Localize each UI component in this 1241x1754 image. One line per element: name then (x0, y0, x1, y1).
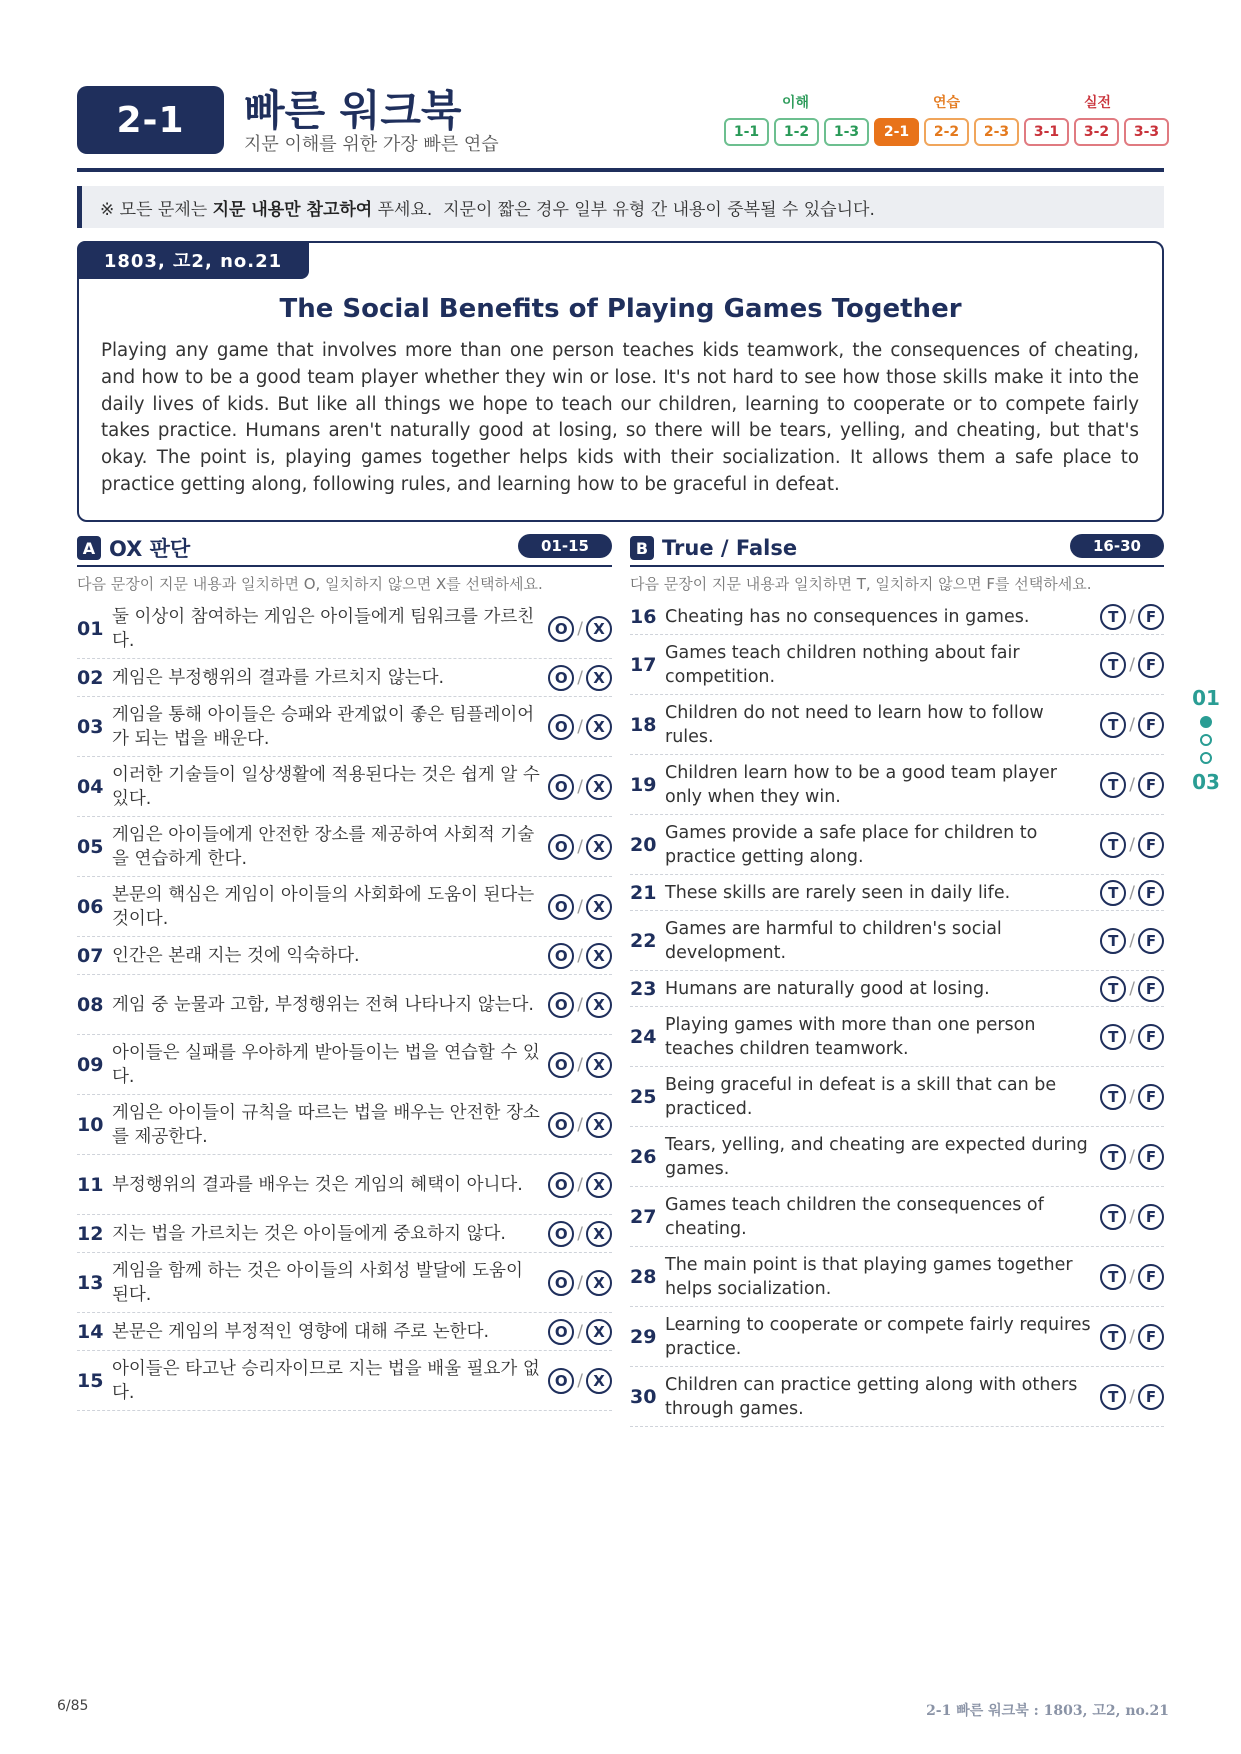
answer-choices (1100, 1204, 1164, 1230)
answer-choices (1100, 1384, 1164, 1410)
answer-option-o[interactable]: O (548, 943, 574, 969)
question-number: 29 (630, 1325, 657, 1348)
question-text: 이러한 기술들이 일상생활에 적용된다는 것은 쉽게 알 수 있다. (112, 764, 540, 809)
answer-choices (548, 992, 612, 1018)
option-separator: / (577, 836, 583, 857)
level-button-1-3[interactable]: 1-3 (824, 118, 869, 146)
level-label-real: 실전 (1084, 95, 1112, 111)
answer-option-f[interactable]: F (1138, 1024, 1164, 1050)
option-separator: / (1129, 1266, 1135, 1287)
question-number: 19 (630, 773, 657, 796)
option-separator: / (577, 1114, 583, 1135)
question-number: 16 (630, 605, 657, 628)
question-number: 02 (77, 666, 104, 689)
question-row (77, 1313, 612, 1351)
question-number: 30 (630, 1385, 657, 1408)
question-row (630, 1067, 1164, 1127)
section-b-range: 16-30 (1070, 534, 1164, 558)
answer-choices (548, 1368, 612, 1394)
answer-option-x[interactable]: X (586, 665, 612, 691)
section-b-header (630, 533, 797, 563)
question-text: The main point is that playing games together helps socialization. (665, 1254, 1073, 1299)
answer-option-o[interactable]: O (548, 714, 574, 740)
question-row (630, 635, 1164, 695)
answer-choices (548, 834, 612, 860)
question-row (630, 911, 1164, 971)
option-separator: / (1129, 1206, 1135, 1227)
page-title: 빠른 워크북 (244, 86, 462, 135)
answer-option-x[interactable]: X (586, 774, 612, 800)
question-number: 18 (630, 713, 657, 736)
option-separator: / (577, 1272, 583, 1293)
question-row (77, 1155, 612, 1215)
rail-dot-3[interactable] (1200, 752, 1212, 764)
passage-body: Playing any game that involves more than one person teaches kids teamwork, the consequences of cheating, and how to be a good team player whether they win or lose. It's not hard to see how those skills make it into the daily lives of kids. But like all things we hope to teach our children, learning to cooperate or to compete fairly takes practice. Humans aren't naturally good at losing, so there will be tears, yelling, and cheating, but that's okay. The point is, playing games together helps kids with their socialization. It allows them a safe place to practice getting along, following rules, and learning how to be graceful in defeat. (101, 340, 1139, 495)
answer-option-o[interactable]: O (548, 774, 574, 800)
answer-option-f[interactable]: F (1138, 1264, 1164, 1290)
question-row (630, 1307, 1164, 1367)
question-text: Cheating has no consequences in games. (665, 606, 1030, 627)
question-row (77, 599, 612, 659)
answer-option-o[interactable]: O (548, 1172, 574, 1198)
answer-option-o[interactable]: O (548, 1221, 574, 1247)
section-b-badge: B (630, 536, 654, 560)
page-number: 6/85 (57, 1698, 89, 1714)
question-number: 13 (77, 1271, 104, 1294)
rail-dot-1[interactable] (1200, 716, 1212, 728)
answer-choices (548, 1112, 612, 1138)
question-row (630, 755, 1164, 815)
answer-choices (548, 774, 612, 800)
option-separator: / (577, 1370, 583, 1391)
answer-option-t[interactable]: T (1100, 1324, 1126, 1350)
question-row (77, 817, 612, 877)
answer-option-o[interactable]: O (548, 894, 574, 920)
answer-option-x[interactable]: X (586, 714, 612, 740)
answer-choices (548, 1221, 612, 1247)
answer-option-f[interactable]: F (1138, 928, 1164, 954)
section-b-title: True / False (662, 536, 798, 560)
question-number: 22 (630, 929, 657, 952)
answer-option-x[interactable]: X (586, 992, 612, 1018)
option-separator: / (1129, 714, 1135, 735)
answer-option-f[interactable]: F (1138, 976, 1164, 1002)
notice-emphasis: 지문 내용만 참고하여 (212, 199, 373, 220)
question-text: 본문은 게임의 부정적인 영향에 대해 주로 논한다. (112, 1321, 490, 1342)
answer-choices (1100, 772, 1164, 798)
question-number: 23 (630, 977, 657, 1000)
question-row (77, 1351, 612, 1411)
page-subtitle: 지문 이해를 위한 가장 빠른 연습 (244, 134, 499, 155)
level-button-2-3[interactable]: 2-3 (974, 118, 1019, 146)
level-label-understand: 이해 (782, 95, 810, 111)
answer-choices (1100, 1024, 1164, 1050)
answer-option-t[interactable]: T (1100, 604, 1126, 630)
question-number: 01 (77, 617, 104, 640)
option-separator: / (1129, 882, 1135, 903)
answer-option-f[interactable]: F (1138, 604, 1164, 630)
answer-option-t[interactable]: T (1100, 1264, 1126, 1290)
answer-option-x[interactable]: X (586, 1172, 612, 1198)
level-button-2-2[interactable]: 2-2 (924, 118, 969, 146)
option-separator: / (577, 1321, 583, 1342)
option-separator: / (1129, 774, 1135, 795)
question-text: Tears, yelling, and cheating are expected during games. (665, 1134, 1088, 1179)
answer-choices (1100, 976, 1164, 1002)
option-separator: / (577, 618, 583, 639)
question-text: 지는 법을 가르치는 것은 아이들에게 중요하지 않다. (112, 1223, 506, 1244)
answer-option-t[interactable]: T (1100, 1384, 1126, 1410)
question-row (630, 875, 1164, 911)
notice-prefix: ※ 모든 문제는 (100, 199, 213, 220)
level-button-3-1[interactable]: 3-1 (1024, 118, 1069, 146)
footer-reference: 2-1 빠른 워크북 : 1803, 고2, no.21 (926, 1703, 1169, 1719)
answer-choices (548, 616, 612, 642)
answer-choices (548, 665, 612, 691)
question-number: 04 (77, 775, 104, 798)
question-row (630, 1007, 1164, 1067)
question-row (630, 695, 1164, 755)
level-button-3-3[interactable]: 3-3 (1124, 118, 1169, 146)
section-a-title: OX 판단 (109, 537, 191, 561)
workbook-code-badge: 2-1 (77, 86, 224, 154)
question-number: 25 (630, 1085, 657, 1108)
level-button-1-1[interactable]: 1-1 (724, 118, 769, 146)
question-number: 20 (630, 833, 657, 856)
answer-option-t[interactable]: T (1100, 880, 1126, 906)
section-b-instruction: 다음 문장이 지문 내용과 일치하면 T, 일치하지 않으면 F를 선택하세요. (630, 575, 1092, 593)
question-text: 부정행위의 결과를 배우는 것은 게임의 혜택이 아니다. (112, 1174, 523, 1195)
answer-choices (1100, 1324, 1164, 1350)
answer-option-o[interactable]: O (548, 1270, 574, 1296)
question-text: These skills are rarely seen in daily life. (665, 882, 1011, 903)
question-text: 아이들은 실패를 우아하게 받아들이는 법을 연습할 수 있다. (112, 1042, 540, 1087)
question-text: Learning to cooperate or compete fairly requires practice. (665, 1314, 1091, 1359)
answer-option-f[interactable]: F (1138, 1144, 1164, 1170)
answer-option-o[interactable]: O (548, 665, 574, 691)
question-number: 09 (77, 1053, 104, 1076)
passage-title: The Social Benefits of Playing Games Together (279, 294, 962, 324)
question-row (77, 937, 612, 975)
question-row (77, 1035, 612, 1095)
question-number: 08 (77, 993, 104, 1016)
question-number: 06 (77, 895, 104, 918)
question-text: Children learn how to be a good team player only when they win. (665, 762, 1057, 807)
question-text: 게임 중 눈물과 고함, 부정행위는 전혀 나타나지 않는다. (112, 994, 534, 1015)
answer-option-f[interactable]: F (1138, 1324, 1164, 1350)
question-row (630, 1127, 1164, 1187)
page-progress-rail (1186, 686, 1226, 794)
question-row (77, 659, 612, 697)
section-a-instruction: 다음 문장이 지문 내용과 일치하면 O, 일치하지 않으면 X를 선택하세요. (77, 575, 543, 593)
question-row (77, 697, 612, 757)
answer-option-x[interactable]: X (586, 894, 612, 920)
question-text: 본문의 핵심은 게임이 아이들의 사회화에 도움이 된다는 것이다. (112, 884, 535, 929)
answer-option-x[interactable]: X (586, 834, 612, 860)
option-separator: / (1129, 834, 1135, 855)
option-separator: / (577, 994, 583, 1015)
question-number: 12 (77, 1222, 104, 1245)
question-number: 14 (77, 1320, 104, 1343)
notice-banner (77, 186, 1164, 228)
option-separator: / (1129, 606, 1135, 627)
answer-choices (1100, 1144, 1164, 1170)
rail-start-number: 01 (1192, 686, 1220, 710)
answer-choices (1100, 712, 1164, 738)
question-number: 17 (630, 653, 657, 676)
option-separator: / (1129, 1026, 1135, 1047)
answer-option-x[interactable]: X (586, 1270, 612, 1296)
answer-option-o[interactable]: O (548, 1052, 574, 1078)
answer-choices (1100, 1084, 1164, 1110)
answer-option-f[interactable]: F (1138, 712, 1164, 738)
option-separator: / (577, 896, 583, 917)
level-button-3-2[interactable]: 3-2 (1074, 118, 1119, 146)
question-number: 05 (77, 835, 104, 858)
answer-choices (1100, 880, 1164, 906)
answer-option-o[interactable]: O (548, 1368, 574, 1394)
option-separator: / (1129, 1086, 1135, 1107)
answer-choices (548, 714, 612, 740)
question-row (630, 1247, 1164, 1307)
question-row (630, 971, 1164, 1007)
option-separator: / (577, 1174, 583, 1195)
answer-option-o[interactable]: O (548, 992, 574, 1018)
answer-choices (548, 1172, 612, 1198)
question-text: Playing games with more than one person teaches children teamwork. (665, 1014, 1036, 1059)
answer-choices (548, 1052, 612, 1078)
answer-choices (548, 894, 612, 920)
answer-option-f[interactable]: F (1138, 652, 1164, 678)
option-separator: / (1129, 1386, 1135, 1407)
answer-option-x[interactable]: X (586, 1052, 612, 1078)
question-text: 인간은 본래 지는 것에 익숙하다. (112, 945, 360, 966)
header-divider (77, 168, 1164, 172)
answer-option-t[interactable]: T (1100, 1024, 1126, 1050)
answer-option-t[interactable]: T (1100, 976, 1126, 1002)
option-separator: / (577, 1223, 583, 1244)
answer-choices (1100, 928, 1164, 954)
question-number: 07 (77, 944, 104, 967)
option-separator: / (577, 1054, 583, 1075)
question-row (630, 599, 1164, 635)
answer-choices (1100, 1264, 1164, 1290)
option-separator: / (577, 945, 583, 966)
question-text: 둘 이상이 참여하는 게임은 아이들에게 팀워크를 가르친다. (112, 606, 535, 651)
answer-option-o[interactable]: O (548, 834, 574, 860)
option-separator: / (1129, 978, 1135, 999)
section-a-range: 01-15 (518, 534, 612, 558)
rail-dot-2[interactable] (1200, 734, 1212, 746)
question-text: Being graceful in defeat is a skill that can be practiced. (665, 1074, 1057, 1119)
question-row (77, 1253, 612, 1313)
section-a-header (77, 533, 190, 563)
question-text: Children do not need to learn how to follow rules. (665, 702, 1044, 747)
answer-option-x[interactable]: X (586, 1221, 612, 1247)
question-text: Games teach children the consequences of cheating. (665, 1194, 1044, 1239)
answer-option-f[interactable]: F (1138, 772, 1164, 798)
question-row (77, 877, 612, 937)
question-text: 게임은 아이들에게 안전한 장소를 제공하여 사회적 기술을 연습하게 한다. (112, 824, 535, 869)
section-b-divider (630, 565, 1164, 567)
answer-option-f[interactable]: F (1138, 832, 1164, 858)
question-number: 03 (77, 715, 104, 738)
answer-option-o[interactable]: O (548, 1319, 574, 1345)
answer-option-t[interactable]: T (1100, 1144, 1126, 1170)
question-row (630, 815, 1164, 875)
answer-option-t[interactable]: T (1100, 652, 1126, 678)
question-row (77, 975, 612, 1035)
question-number: 26 (630, 1145, 657, 1168)
notice-suffix: 푸세요. 지문이 짧은 경우 일부 유형 간 내용이 중복될 수 있습니다. (372, 199, 875, 220)
level-nav (724, 118, 1169, 146)
option-separator: / (1129, 1326, 1135, 1347)
answer-option-t[interactable]: T (1100, 928, 1126, 954)
question-text: 게임은 부정행위의 결과를 가르치지 않는다. (112, 667, 445, 688)
answer-option-t[interactable]: T (1100, 1204, 1126, 1230)
question-number: 10 (77, 1113, 104, 1136)
option-separator: / (577, 776, 583, 797)
question-number: 28 (630, 1265, 657, 1288)
answer-choices (1100, 652, 1164, 678)
section-a-divider (77, 565, 612, 567)
question-text: Humans are naturally good at losing. (665, 978, 990, 999)
answer-option-f[interactable]: F (1138, 1084, 1164, 1110)
answer-option-t[interactable]: T (1100, 832, 1126, 858)
answer-option-t[interactable]: T (1100, 1084, 1126, 1110)
passage-source-tab: 1803, 고2, no.21 (77, 241, 309, 279)
question-text: Children can practice getting along with others through games. (665, 1374, 1078, 1419)
question-row (77, 757, 612, 817)
answer-option-x[interactable]: X (586, 1319, 612, 1345)
option-separator: / (1129, 654, 1135, 675)
question-text: Games are harmful to children's social development. (665, 918, 1002, 963)
section-a-badge: A (77, 536, 101, 560)
question-number: 27 (630, 1205, 657, 1228)
answer-choices (1100, 604, 1164, 630)
question-number: 21 (630, 881, 657, 904)
rail-end-number: 03 (1192, 770, 1220, 794)
question-text: Games provide a safe place for children to practice getting along. (665, 822, 1038, 867)
question-number: 15 (77, 1369, 104, 1392)
level-button-2-1[interactable]: 2-1 (874, 118, 919, 146)
question-number: 24 (630, 1025, 657, 1048)
question-row (77, 1095, 612, 1155)
question-text: 게임을 함께 하는 것은 아이들의 사회성 발달에 도움이 된다. (112, 1260, 523, 1305)
question-row (630, 1187, 1164, 1247)
option-separator: / (1129, 1146, 1135, 1167)
question-row (77, 1215, 612, 1253)
answer-choices (548, 943, 612, 969)
answer-choices (548, 1319, 612, 1345)
question-text: 아이들은 타고난 승리자이므로 지는 법을 배울 필요가 없다. (112, 1358, 540, 1403)
answer-option-f[interactable]: F (1138, 1384, 1164, 1410)
answer-option-f[interactable]: F (1138, 1204, 1164, 1230)
answer-option-o[interactable]: O (548, 1112, 574, 1138)
option-separator: / (577, 716, 583, 737)
answer-option-x[interactable]: X (586, 1112, 612, 1138)
answer-option-f[interactable]: F (1138, 880, 1164, 906)
answer-choices (1100, 832, 1164, 858)
question-number: 11 (77, 1173, 104, 1196)
option-separator: / (577, 667, 583, 688)
question-text: 게임은 아이들이 규칙을 따르는 법을 배우는 안전한 장소를 제공한다. (112, 1102, 540, 1147)
answer-option-x[interactable]: X (586, 1368, 612, 1394)
question-row (630, 1367, 1164, 1427)
question-text: 게임을 통해 아이들은 승패와 관계없이 좋은 팀플레이어가 되는 법을 배운다. (112, 704, 535, 749)
answer-option-t[interactable]: T (1100, 772, 1126, 798)
answer-option-x[interactable]: X (586, 616, 612, 642)
answer-option-x[interactable]: X (586, 943, 612, 969)
answer-choices (548, 1270, 612, 1296)
option-separator: / (1129, 930, 1135, 951)
answer-option-t[interactable]: T (1100, 712, 1126, 738)
question-text: Games teach children nothing about fair competition. (665, 642, 1020, 687)
answer-option-o[interactable]: O (548, 616, 574, 642)
level-label-practice: 연습 (933, 95, 961, 111)
level-button-1-2[interactable]: 1-2 (774, 118, 819, 146)
